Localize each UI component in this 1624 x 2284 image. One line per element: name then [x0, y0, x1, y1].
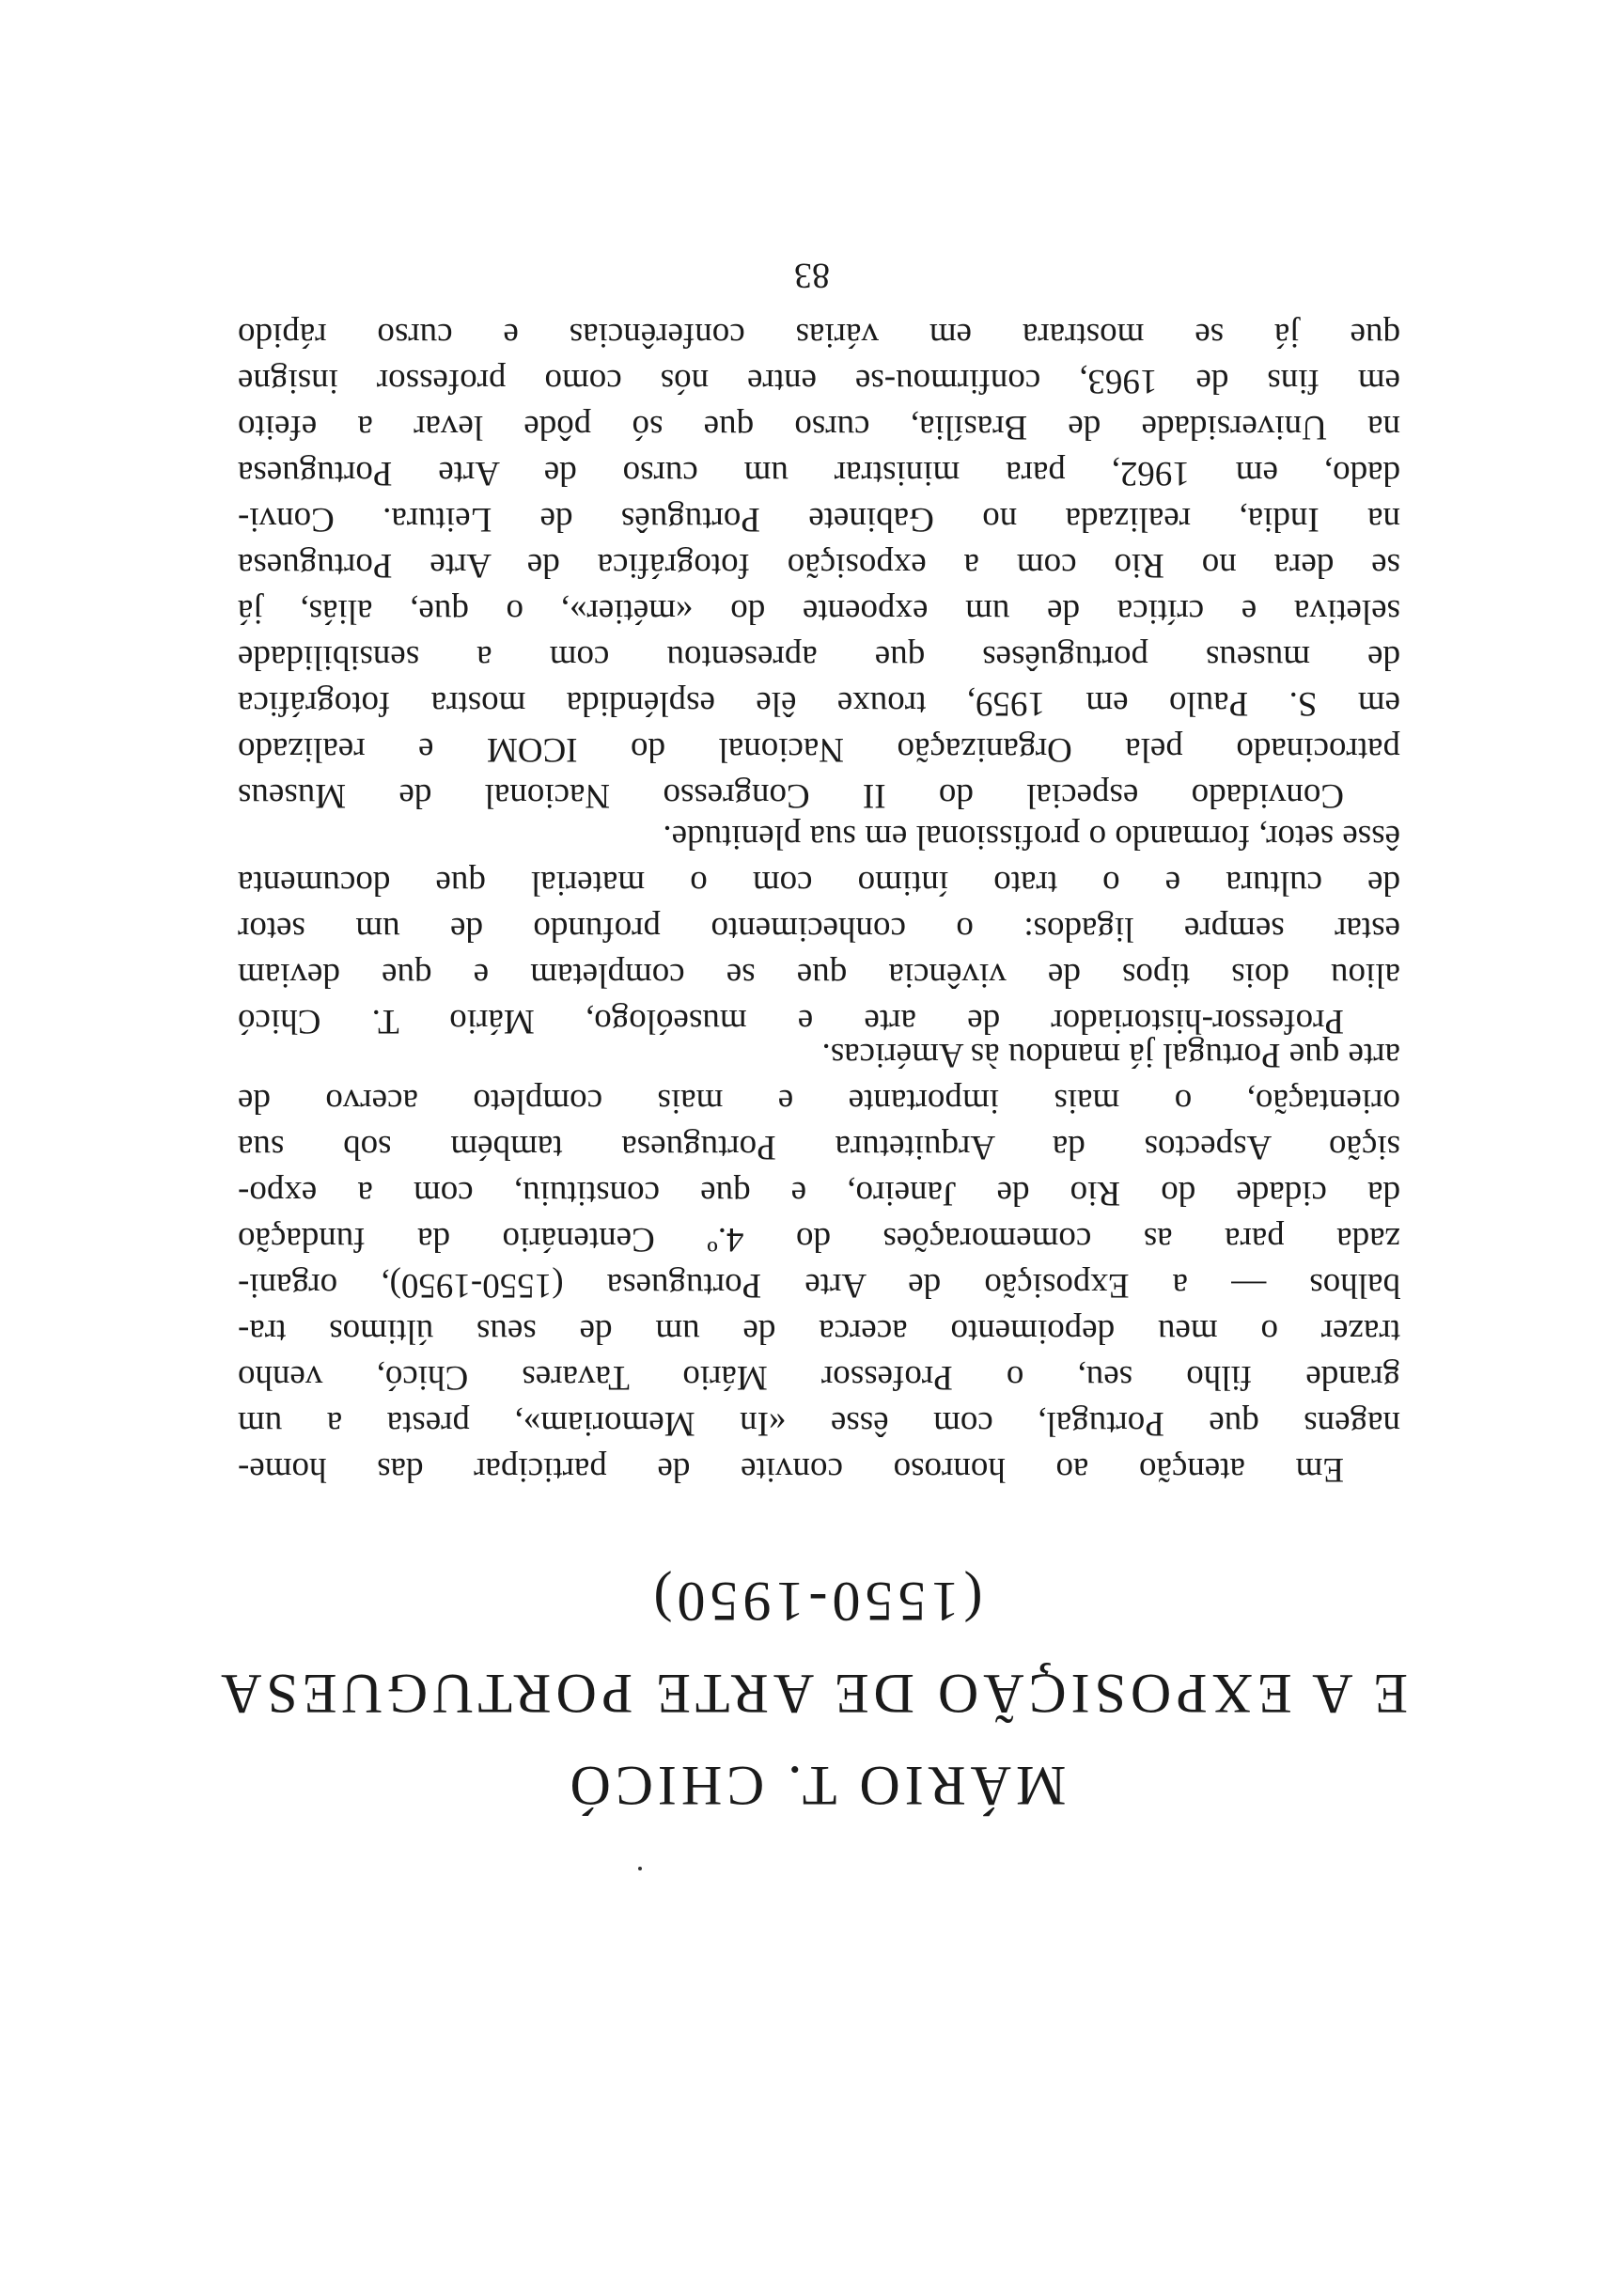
text-line: de museus portuguêses que apresentou com a sensibilidade	[238, 638, 1400, 677]
title-line-1: MÁRIO T. CHICÓ	[565, 1755, 1067, 1817]
paragraph-3	[238, 312, 1400, 819]
text-line: sição Aspectos da Arquitetura Portuguesa também sob sua	[238, 1128, 1400, 1166]
text-line: em S. Paulo em 1959, trouxe êle espléndida mostra fotográfica	[238, 684, 1400, 723]
ink-speck	[638, 1867, 642, 1870]
text-line: zada para as comemorações do 4.º Centenário da fundação	[238, 1220, 1400, 1259]
text-line: seletiva e crítica de um expoente do «métier», o que, aliás, já	[238, 592, 1400, 631]
text-line: nagens que Portugal, com êsse «In Memoriam», presta a um	[238, 1404, 1400, 1443]
text-line: balhos — a Exposição de Arte Portuguesa (1550-1950), organi-	[238, 1266, 1400, 1305]
text-line: aliou dois tipos de vivência que se completam e que deviam	[238, 956, 1400, 994]
text-line: Professor-historiador de arte e museólogo, Mário T. Chicó	[238, 1002, 1344, 1040]
text-line: se dera no Rio com a exposição fotográfica de Arte Portuguesa	[238, 546, 1400, 585]
text-line: êsse setor, formando o profissional em sua plenitude.	[663, 818, 1400, 856]
text-line: grande filho seu, o Professor Mário Tavares Chicó, venho	[238, 1358, 1400, 1397]
text-line: patrocinado pela Organização Nacional do ICOM e realizado	[238, 730, 1400, 769]
text-line: orientação, o mais importante e mais completo acervo de	[238, 1082, 1400, 1120]
text-line: na India, realizada no Gabinete Português de Leitura. Convi-	[238, 500, 1400, 539]
text-line: na Universidade de Brasília, curso que só pôde levar a efeito	[238, 408, 1400, 446]
text-line: de cultura e o trato íntimo com o material que documenta	[238, 864, 1400, 902]
text-line: da cidade do Rio de Janeiro, e que constituiu, com a expo-	[238, 1174, 1400, 1212]
text-line: arte que Portugal já mandou às Américas.	[821, 1036, 1400, 1074]
paragraph-2	[238, 814, 1400, 1044]
text-line: em fins de 1963, confirmou-se entre nós como professor insigne	[238, 362, 1400, 400]
paragraph-1	[238, 1032, 1400, 1493]
text-line: trazer o meu depoimento acerca de um de seus últimos tra-	[238, 1312, 1400, 1351]
text-line: Em atenção ao honroso convite de participar das home-	[238, 1450, 1344, 1489]
text-line: Convidado especial do II Congresso Nacional de Museus	[238, 776, 1344, 815]
title-line-3: (1550-1950)	[648, 1571, 983, 1633]
text-line: estar sempre ligados: o conhecimento profundo de um setor	[238, 910, 1400, 948]
text-line: que já se mostrara em várias conferências e curso rápido	[238, 316, 1400, 354]
title-line-2: E A EXPOSIÇÃO DE ARTE PORTUGUESA	[216, 1663, 1408, 1725]
text-line: dado, em 1962, para ministrar um curso de Arte Portuguesa	[238, 454, 1400, 493]
page-number: 83	[794, 256, 830, 295]
